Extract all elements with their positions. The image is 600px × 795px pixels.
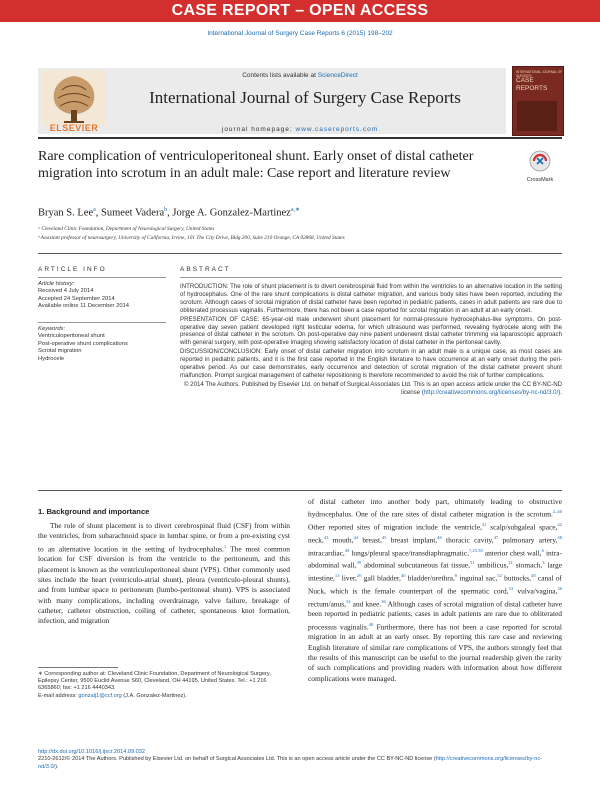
citation-line[interactable]: International Journal of Surgery Case Reports 6 (2015) 198–202: [207, 30, 393, 37]
homepage-link[interactable]: www.casereports.com: [295, 126, 379, 133]
copyright-end: ).: [558, 388, 562, 396]
reference-link[interactable]: 7,25,50: [468, 547, 483, 553]
header-rule: [38, 137, 562, 139]
reference-link[interactable]: 21: [508, 560, 513, 566]
reference-link[interactable]: 42: [557, 522, 562, 528]
reference-link[interactable]: 45: [381, 534, 387, 540]
reference-link[interactable]: 8: [454, 573, 458, 579]
footnote-text: ∗ Corresponding author at: Cleveland Clinic Foundation, Department of Neurological Surgery, Epilepsy Center, 9500 Euclid Avenue S60, Cleveland, OH 44195, United States. Tel.: +1 216 6365860; fax: +1 216 4440343.: [38, 671, 271, 692]
abstract-copyright: [180, 381, 562, 397]
paragraph-text: mouth,: [328, 535, 354, 545]
reference-link[interactable]: 48: [557, 534, 562, 540]
issn-text: 2210-2612/© 2014 The Authors. Published by Elsevier Ltd. on behalf of Surgical Associates Ltd. This is an open access article under the CC BY-NC-ND license (: [38, 756, 436, 763]
affiliation-rule: [38, 253, 562, 254]
keywords-label: Keywords:: [38, 326, 66, 332]
keyword: Scrotal migration: [38, 348, 82, 355]
article-title: Rare complication of ventriculoperitoneal shunt. Early onset of distal catheter migration into scrotum in an adult male: Case report and literature review: [38, 149, 474, 181]
paragraph-text: lungs/pleural space/transdiaphragmatic,: [349, 548, 469, 558]
right-column: [308, 497, 562, 684]
reference-link[interactable]: 49: [344, 547, 350, 553]
abstract-presentation: [180, 316, 562, 348]
paragraph-text: liver,: [339, 573, 357, 583]
article-history: [38, 281, 168, 311]
paragraph-text: The most common location for CSF diversion is from the ventricle to the peritoneum, and this placement is known as the ventriculoperitoneal shunt (VPS). Other commonly used sites include the heart (ventriculo-atrial shunt), pleura (ventriculo-pleural shunts), and from lumbar space to peritoneum (lumbo-peritoneal shunt). VPS is associated with many complications, including overdrainage, valve failure, breakage of catheter, catheter obstruction, coiling of catheter, spontaneous knot formation, infection, and migration: [38, 544, 290, 626]
issn-end: ).: [55, 763, 59, 770]
paragraph-text: vulva/vagina,: [513, 586, 558, 596]
cover-graphic: [517, 101, 557, 131]
keywords-rule: [38, 322, 166, 323]
received-date: Received 4 July 2014: [38, 288, 94, 295]
keyword: Post-operative shunt complications: [38, 340, 128, 347]
paragraph-text: buttocks,: [501, 573, 532, 583]
section-heading: 1. Background and importance: [38, 507, 150, 516]
crossmark-icon: [529, 150, 551, 172]
reference-link[interactable]: 26: [356, 573, 362, 579]
keyword: Ventriculoperitoneal shunt: [38, 333, 105, 340]
reference-link[interactable]: 44: [353, 534, 359, 540]
paragraph-text: anterior chest wall,: [482, 548, 542, 558]
reference-link[interactable]: 40: [400, 573, 406, 579]
reference-link[interactable]: 53: [508, 585, 514, 591]
left-column: [38, 521, 290, 626]
journal-cover-image: [512, 66, 564, 136]
reference-link[interactable]: 36: [381, 598, 386, 604]
reference-link[interactable]: 36: [557, 585, 562, 591]
paragraph-text: intracardiac,: [308, 548, 345, 558]
author-list: Bryan S. Lee$^a$, Sumeet Vadera$^b$, Jorge A. Gonzalez-Martinez$^{a,∗}$: [38, 207, 301, 219]
article-info-heading: ARTICLE INFO: [38, 266, 107, 273]
keywords: [38, 326, 168, 363]
license-link[interactable]: http://creativecommons.org/licenses/by-nc-nd/3.0/: [423, 388, 559, 396]
abstract-body: [180, 283, 562, 398]
paragraph-text: Although cases of scrotal migration of distal catheter have been reported in pediatric patients, cases in adult patients are rare due to obliterated processus vaginalis.: [308, 599, 562, 632]
paragraph-text: umbilicus,: [474, 560, 509, 570]
online-date: Available online 11 December 2014: [38, 303, 129, 310]
author-name[interactable]: Sumeet Vadera: [101, 207, 165, 219]
reference-link[interactable]: 48: [368, 621, 374, 627]
paragraph-text: large intestine,: [308, 560, 562, 583]
reference-link[interactable]: 39: [356, 560, 362, 566]
section-label: DISCUSSION/CONCLUSION:: [180, 348, 262, 356]
reference-link[interactable]: 48: [531, 573, 536, 579]
email-label: E-mail address:: [38, 692, 79, 699]
paragraph-text: gall bladder,: [361, 573, 401, 583]
paragraph: [308, 497, 562, 684]
publisher-name: ELSEVIER: [49, 123, 99, 133]
footnote-email-line: [38, 693, 288, 700]
email-link[interactable]: gonzalj1@ccf.org: [78, 692, 122, 699]
paragraph-text: canal of Nuck, which is the female counterpart of the spermatic cord,: [308, 573, 562, 596]
paragraph-text: inguinal sac,: [457, 573, 498, 583]
paragraph-text: rectum/anus,: [308, 599, 346, 609]
affiliation-marker[interactable]: a: [93, 207, 96, 213]
reference-link[interactable]: 2–40: [552, 509, 562, 515]
affiliation-marker[interactable]: b: [164, 207, 168, 213]
reference-link[interactable]: 43: [323, 534, 329, 540]
corresponding-author-footnote: [38, 671, 288, 700]
affiliation-a: ᵃ Cleveland Clinic Foundation, Department of Neurological Surgery, United States: [38, 226, 215, 232]
open-access-banner: CASE REPORT – OPEN ACCESS: [0, 0, 600, 22]
paragraph-text: and knee.: [350, 599, 382, 609]
license-link[interactable]: http://creativecommons.org/licenses/by-nc-nd/3.0/: [38, 756, 542, 770]
contents-line: [150, 72, 450, 79]
paragraph-text: thoracic cavity,: [441, 535, 494, 545]
reference-link[interactable]: 1: [223, 543, 227, 549]
section-label: INTRODUCTION:: [180, 283, 229, 290]
elsevier-tree-logo: [42, 70, 106, 126]
abstract-end-rule: [38, 490, 562, 491]
paragraph-text: bladder/urethra,: [405, 573, 455, 583]
paragraph-text: breast implant,: [386, 535, 438, 545]
section-text: The role of shunt placement is to divert cerebrospinal fluid from within the ventricles to an alternative location in the setting of hydrocephalus. One of the rare shunt complications is distal catheter migration, and various body sites have been reported, including the scrotum. Although cases of scrotal migration of distal catheter have been reported in pediatric patients, cases in adult patients are rare due to obliterated processus vaginalis. Furthermore, there has not been a case reported for scrotal migration in an adult at an early onset.: [180, 283, 562, 314]
homepage-label: journal homepage:: [221, 126, 296, 133]
paragraph-text: stomach,: [512, 560, 543, 570]
reference-link[interactable]: 47: [493, 534, 499, 540]
reference-link[interactable]: 51: [469, 560, 475, 566]
paragraph-text: intra-abdominal wall,: [308, 548, 562, 570]
reference-link[interactable]: 52: [497, 573, 502, 579]
journal-homepage: [150, 126, 450, 133]
cover-small-text: INTERNATIONAL JOURNAL OF SURGERY: [516, 70, 563, 78]
paragraph-text: neck,: [308, 535, 324, 545]
reference-link[interactable]: 13: [334, 573, 340, 579]
paragraph: [38, 521, 290, 626]
abstract-rule: [180, 277, 562, 278]
section-label: PRESENTATION OF CASE:: [180, 315, 260, 323]
paragraph-text: breast,: [358, 535, 382, 545]
paragraph-text: scalp/subgaleal space,: [486, 522, 558, 532]
doi-block: [38, 749, 562, 771]
paragraph-text: Furthermore, there has not been a case reported for scrotal migration in an adult at an early onset. By reporting this rare case and reviewing English literature of similar rare complications of VPS, the authors strongly feel that the results of this manuscript can be useful to the journal readership given the rarity of such complications and providing readers with information about how different complications were managed.: [308, 622, 562, 683]
affiliation-b: ᵇ Assistant professor of neurosurgery, University of California, Irvine, 101 The City Drive, Bldg 200, Suite 210 Orange, CA 92868, United States: [38, 235, 345, 241]
email-end: (J.A. Gonzalez-Martinez).: [121, 692, 187, 699]
copyright-text: © 2014 The Authors. Published by Elsevier Ltd. on behalf of Surgical Associates Ltd. This is an open access article under the CC BY-NC-ND license (: [184, 380, 562, 396]
reference-link[interactable]: 46: [437, 534, 442, 540]
paragraph-text: abdominal subcutaneous fat tissue,: [361, 560, 470, 570]
history-label: Article history:: [38, 281, 75, 287]
doi-link[interactable]: http://dx.doi.org/10.1016/j.ijscr.2014.09.032: [38, 749, 145, 755]
sciencedirect-link[interactable]: ScienceDirect: [317, 72, 358, 79]
reference-link[interactable]: 54: [345, 598, 351, 604]
author-name[interactable]: Jorge A. Gonzalez-Martinez: [172, 207, 291, 219]
paragraph-text: of distal catheter into another body part, ultimately leading to obstructive hydrocephalus. One of the rare sites of distal catheter migration is the scrotum.: [308, 497, 562, 519]
section-text: Early onset of distal catheter migration into scrotum in an adult male is a unique case, as most cases are reported in pediatric patients, and it is the first case reported in the English literature to have occurrence at an early onset during the peri-operative period. As our case demonstrates, early occurrence and detection of scrotal migration of the distal catheter prevent shunt malfunction. Prompt surgical management of catheter repositioning is therefore recommended to avoid the risk of further complications.: [180, 348, 562, 379]
affiliation-marker[interactable]: a,∗: [290, 207, 301, 213]
keyword: Hydrocele: [38, 355, 65, 362]
paragraph-text: The role of shunt placement is to divert cerebrospinal fluid (CSF) from within the ventricles, from subarachnoid space in lumbar spine, or from a pre-existing cyst to an alternative location in the setting of hydrocephalus.: [38, 521, 290, 554]
issn-line: [38, 756, 562, 771]
crossmark-label: CrossMark: [526, 177, 554, 183]
reference-link[interactable]: 41: [481, 522, 487, 528]
abstract-introduction: [180, 283, 562, 315]
abstract-discussion: [180, 348, 562, 380]
paragraph-text: pulmonary artery,: [498, 535, 558, 545]
accepted-date: Accepted 24 September 2014: [38, 295, 115, 302]
journal-title: International Journal of Surgery Case Reports: [149, 88, 461, 107]
cover-title: CASE REPORTS: [516, 77, 548, 92]
author-name[interactable]: Bryan S. Lee: [38, 207, 94, 219]
reference-link[interactable]: 6: [541, 547, 544, 553]
article-info-rule: [38, 277, 166, 278]
footnote-rule: [38, 667, 118, 668]
reference-link[interactable]: 3: [542, 560, 545, 566]
crossmark-badge[interactable]: [520, 150, 560, 183]
section-text: 65-year-old male underwent shunt placement for normal-pressure hydrocephalus-like symptoms. On post-operative day seven patient developed right testicular edema, for which ultrasound was performed, revealing hydrocele along with the presence of distal catheter in the scrotum. On post-operative day nine patient underwent distal catheter trimming via laparoscopic approach with general surgery, with post-operative imaging showing satisfactory location of distal catheter in the peritoneal cavity.: [180, 315, 562, 347]
contents-prefix: Contents lists available at: [242, 72, 318, 79]
paragraph-text: Other reported sites of migration include the ventricle,: [308, 522, 482, 532]
abstract-heading: ABSTRACT: [180, 266, 231, 273]
